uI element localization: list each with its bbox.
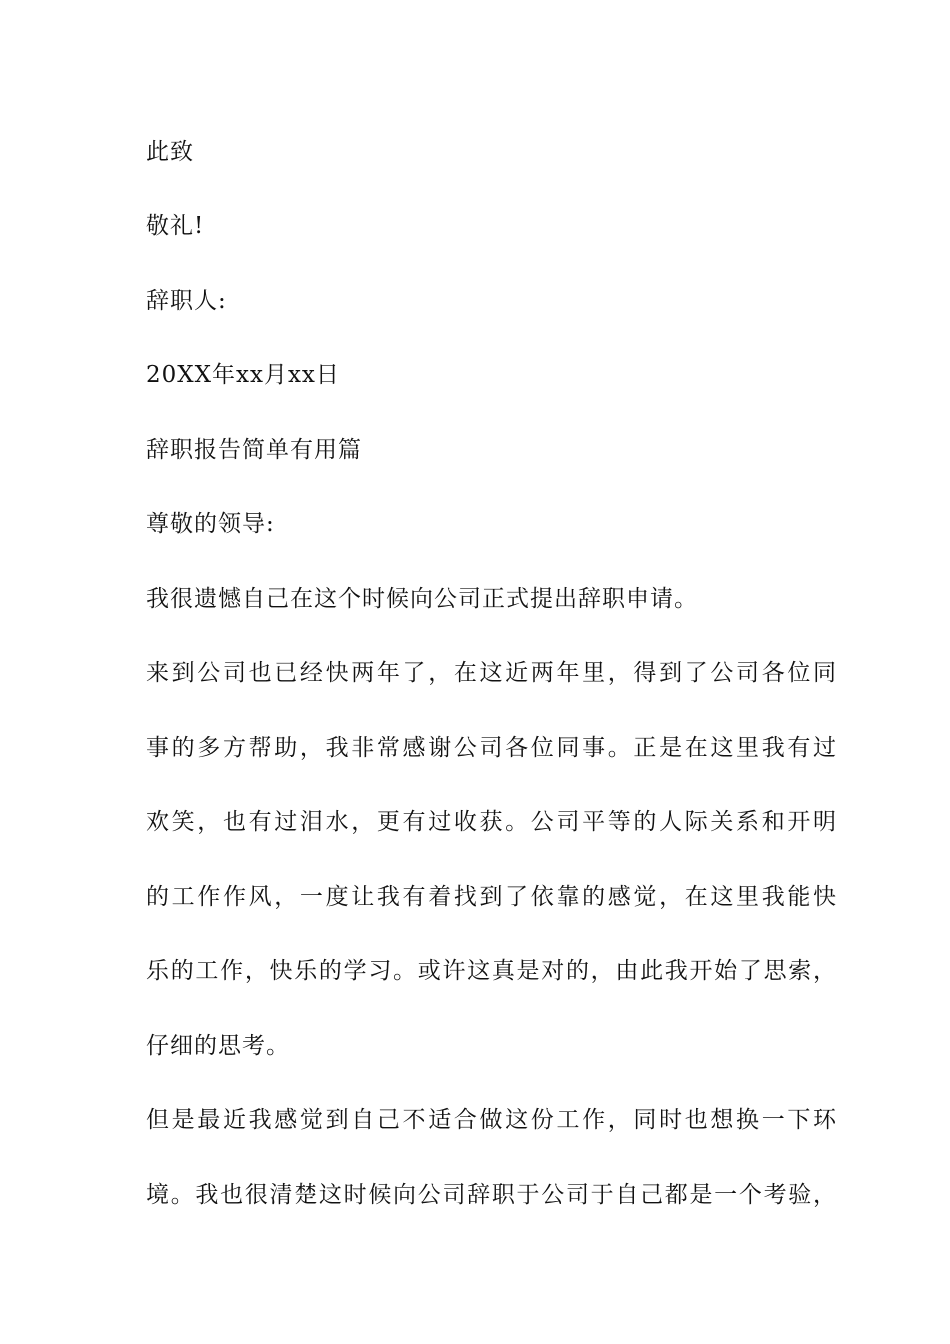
paragraph-line: 来到公司也已经快两年了，在这近两年里，得到了公司各位同 xyxy=(146,660,836,686)
paragraph-line: 但是最近我感觉到自己不适合做这份工作，同时也想换一下环 xyxy=(146,1107,836,1133)
paragraph-line: 境。我也很清楚这时候向公司辞职于公司于自己都是一个考验， xyxy=(146,1182,836,1208)
date-line: 20XX年xx月xx日 xyxy=(146,362,340,388)
section-title: 辞职报告简单有用篇 xyxy=(146,437,362,463)
paragraph-line: 事的多方帮助，我非常感谢公司各位同事。正是在这里我有过 xyxy=(146,735,836,761)
greeting-line: 尊敬的领导: xyxy=(146,511,275,537)
paragraph-line: 乐的工作，快乐的学习。或许这真是对的，由此我开始了思索， xyxy=(146,958,836,984)
paragraph-line: 仔细的思考。 xyxy=(146,1033,290,1059)
paragraph-line: 的工作作风，一度让我有着找到了依靠的感觉，在这里我能快 xyxy=(146,884,836,910)
salutation-line: 敬礼! xyxy=(146,213,205,239)
closing-line: 此致 xyxy=(146,139,194,165)
paragraph-line: 欢笑，也有过泪水，更有过收获。公司平等的人际关系和开明 xyxy=(146,809,836,835)
signer-label: 辞职人: xyxy=(146,288,227,314)
paragraph-line: 我很遗憾自己在这个时候向公司正式提出辞职申请。 xyxy=(146,586,698,612)
